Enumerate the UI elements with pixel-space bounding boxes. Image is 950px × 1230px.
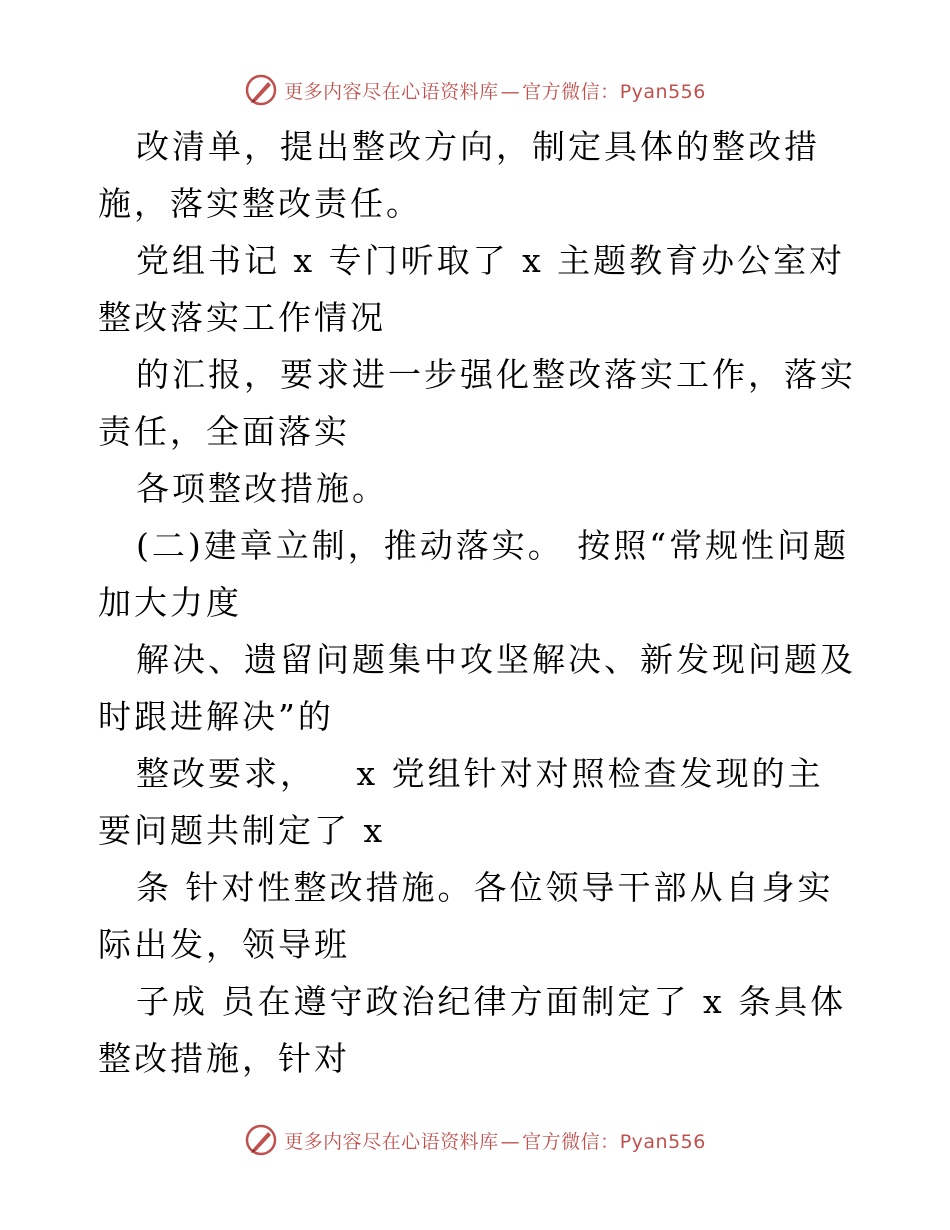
header-watermark [0, 70, 950, 110]
watermark-text: 更多内容尽在心语资料库 — 官方微信：Pyan556 [284, 1130, 706, 1153]
paragraph: 改清单，提出整改方向，制定具体的整改措施，落实整改责任。 [98, 127, 820, 223]
paragraph: 条 针对性整改措施。各位领导干部从自身实际出发，领导班 [98, 868, 834, 964]
paragraph: 解决、遗留问题集中攻坚解决、新发现问题及时跟进解决”的 [98, 640, 856, 736]
paragraph: 党组书记 x 专门听取了 x 主题教育办公室对整改落实工作情况 [98, 241, 846, 337]
watermark-text: 更多内容尽在心语资料库 — 官方微信：Pyan556 [284, 80, 706, 103]
paragraph: 整改要求， x 党组针对对照检查发现的主要问题共制定了 x [98, 754, 824, 850]
paragraph: (二)建章立制，推动落实。 按照“常规性问题加大力度 [98, 526, 850, 622]
pen-logo-icon [244, 73, 278, 107]
paragraph: 的汇报，要求进一步强化整改落实工作，落实责任，全面落实 [98, 355, 856, 451]
paragraph: 子成 员在遵守政治纪律方面制定了 x 条具体整改措施，针对 [98, 982, 847, 1078]
pen-logo-icon [244, 1123, 278, 1157]
paragraph: 各项整改措施。 [136, 469, 388, 508]
document-body [98, 118, 858, 1087]
footer-watermark [0, 1120, 950, 1160]
